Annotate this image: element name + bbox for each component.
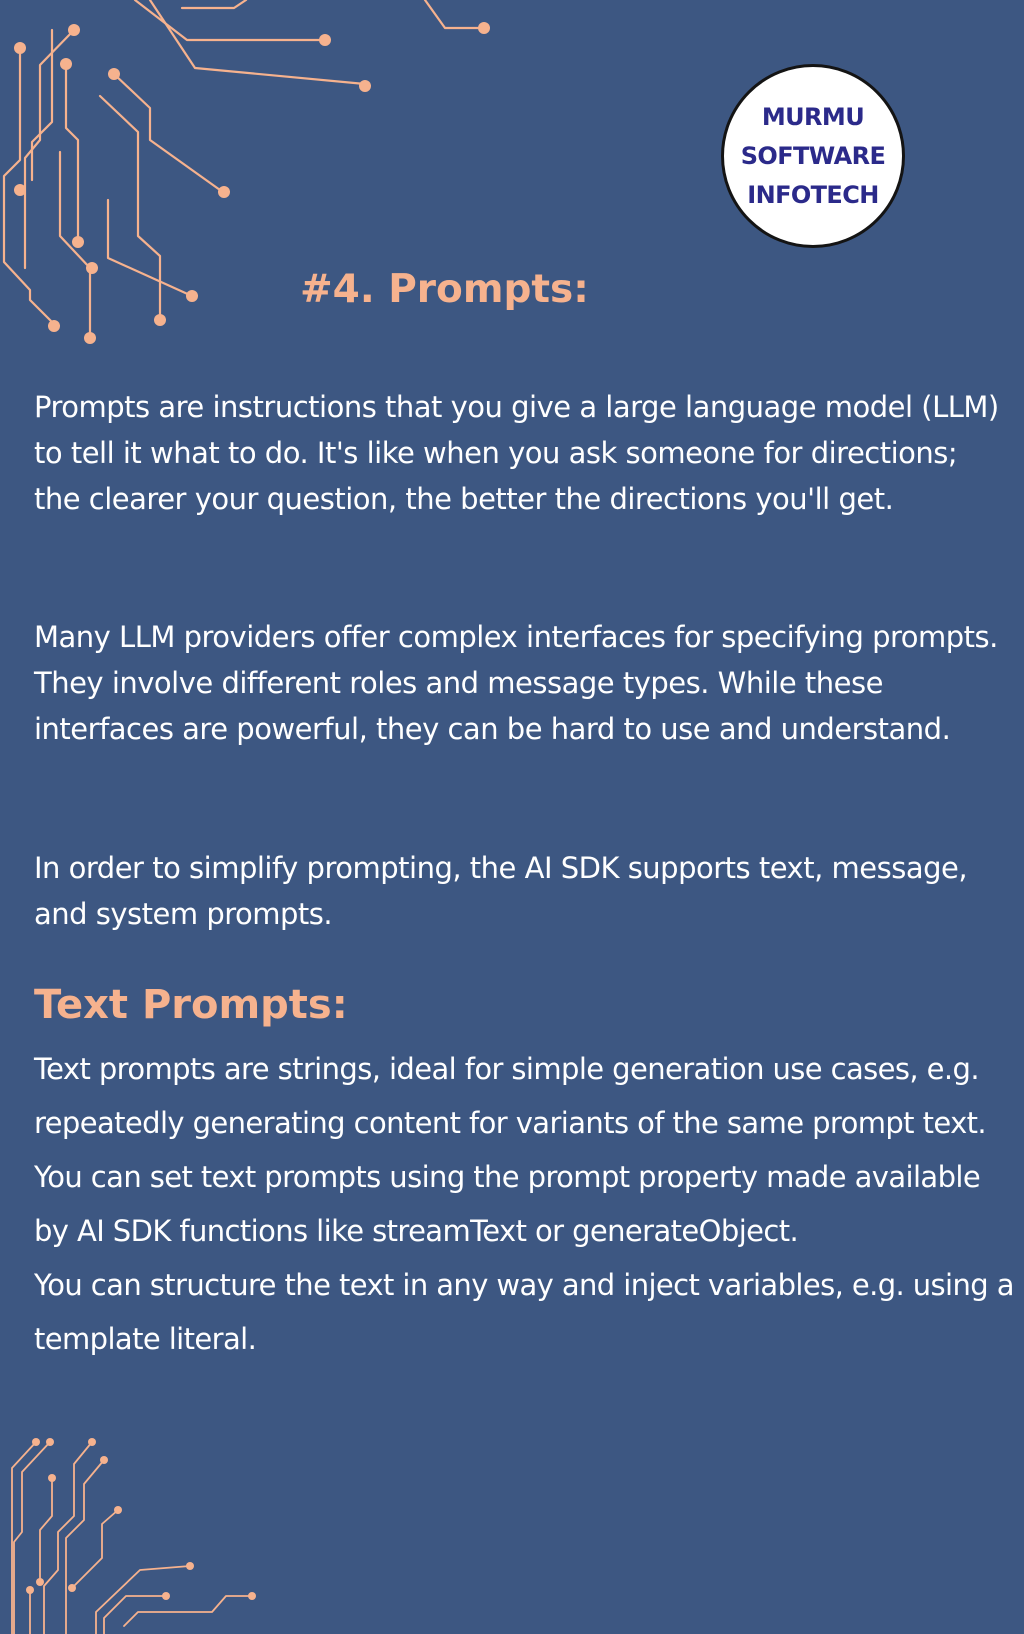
text-prompts-heading: Text Prompts: — [34, 982, 348, 1028]
text-prompts-section — [34, 1042, 1019, 1366]
text-prompts-line: You can structure the text in any way and inject variables, e.g. using a template literal. — [34, 1268, 1014, 1356]
circuit-decoration-bottom — [0, 1420, 280, 1634]
page-title: #4. Prompts: — [300, 267, 589, 312]
intro-paragraph: Prompts are instructions that you give a large language model (LLM) to tell it what to do. It's like when you ask someone for directions; the clearer your question, the better the directions you'll get. — [34, 390, 999, 516]
providers-paragraph: Many LLM providers offer complex interfaces for specifying prompts. They involve different roles and message types. While these interfaces are powerful, they can be hard to use and understand. — [34, 620, 998, 746]
logo-line-2: SOFTWARE — [740, 141, 886, 170]
logo-line-3: INFOTECH — [747, 180, 879, 209]
text-prompts-line: Text prompts are strings, ideal for simple generation use cases, e.g. repeatedly generating content for variants of the same prompt text. — [34, 1052, 987, 1140]
logo-line-1: MURMU — [761, 102, 865, 131]
text-prompts-line: You can set text prompts using the prompt property made available by AI SDK functions like streamText or generateObject. — [34, 1160, 981, 1248]
company-logo-badge — [721, 64, 905, 248]
simplify-paragraph: In order to simplify prompting, the AI SDK supports text, message, and system prompts. — [34, 851, 968, 931]
